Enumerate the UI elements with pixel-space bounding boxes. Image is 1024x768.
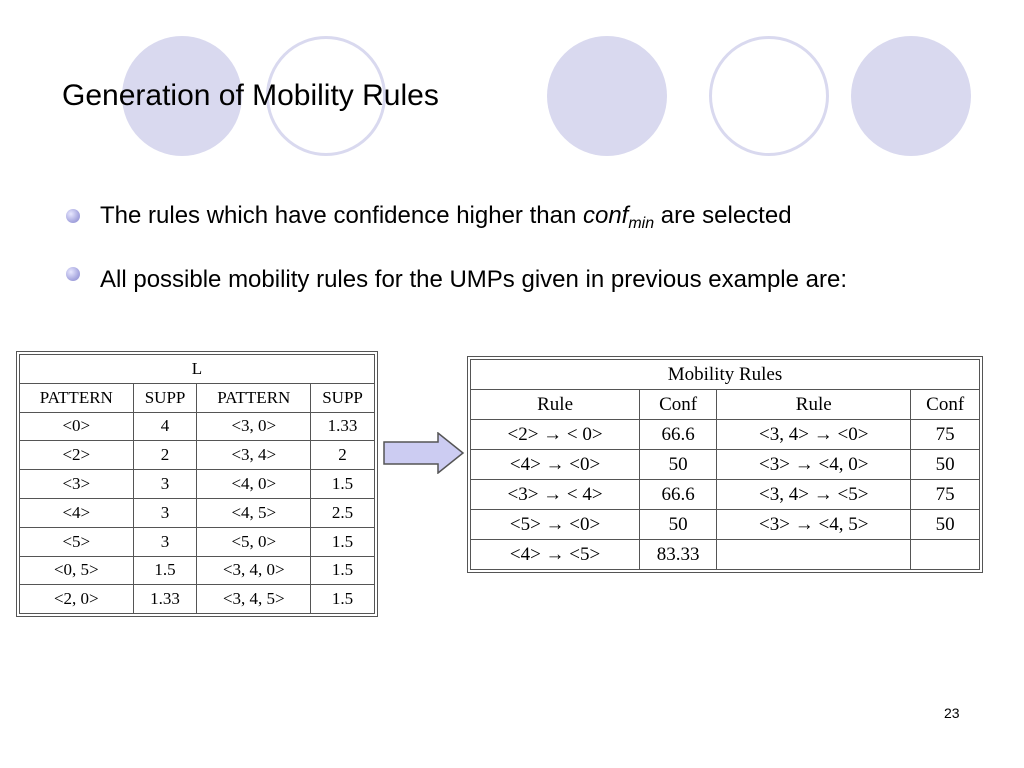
column-header: Rule <box>717 390 911 420</box>
table-cell: 1.5 <box>311 527 375 556</box>
column-header: SUPP <box>311 383 375 412</box>
decor-circle-filled <box>851 36 971 156</box>
table-cell: <5> <box>20 527 134 556</box>
table-row <box>471 450 980 480</box>
bullet-list <box>64 198 964 306</box>
table-cell <box>717 540 911 570</box>
bullet-item <box>64 198 964 242</box>
table-cell: <4> → <0> <box>471 450 640 480</box>
column-header: PATTERN <box>20 383 134 412</box>
table-cell: <4> <box>20 498 134 527</box>
patterns-table <box>19 354 375 614</box>
table-cell: <5, 0> <box>197 527 311 556</box>
bullet-dot-icon <box>66 267 80 281</box>
table-cell: 1.33 <box>311 412 375 441</box>
table-cell: <4, 5> <box>197 498 311 527</box>
slide-title: Generation of Mobility Rules <box>62 79 439 112</box>
table-cell: 2 <box>311 441 375 470</box>
table-cell: 75 <box>911 480 980 510</box>
table-cell: 4 <box>133 412 197 441</box>
bullet-text: All possible mobility rules for the UMPs given in previous example are: <box>100 266 847 293</box>
bullet-dot-icon <box>66 209 80 223</box>
column-header: Rule <box>471 390 640 420</box>
conf-subscript: min <box>628 215 655 232</box>
table-cell: <2, 0> <box>20 585 134 614</box>
table-cell: 1.5 <box>311 470 375 499</box>
table-cell: <3, 4> → <0> <box>717 420 911 450</box>
table-cell: <0> <box>20 412 134 441</box>
table-cell: <4, 0> <box>197 470 311 499</box>
table-cell: <0, 5> <box>20 556 134 585</box>
table-cell: <2> <box>20 441 134 470</box>
table-cell: <3, 4, 0> <box>197 556 311 585</box>
bullet-item <box>64 254 964 306</box>
table-cell: 2.5 <box>311 498 375 527</box>
table-cell: <3> → <4, 0> <box>717 450 911 480</box>
column-header: PATTERN <box>197 383 311 412</box>
table-cell: <3> → <4, 5> <box>717 510 911 540</box>
table-cell: 1.5 <box>311 585 375 614</box>
table-cell: 50 <box>640 510 717 540</box>
table-cell: 3 <box>133 498 197 527</box>
column-header: Conf <box>911 390 980 420</box>
table-title: Mobility Rules <box>471 360 980 390</box>
table-row <box>20 470 375 499</box>
table-row <box>20 585 375 614</box>
conf-symbol: conf <box>582 202 629 229</box>
table-row <box>471 420 980 450</box>
table-row <box>20 498 375 527</box>
table-row <box>20 527 375 556</box>
bullet-text: The rules which have confidence higher than <box>100 202 583 229</box>
mobility-rules-table <box>470 359 980 570</box>
decor-circle-outline <box>709 36 829 156</box>
table-row <box>471 510 980 540</box>
table-cell: <3, 4> → <5> <box>717 480 911 510</box>
table-cell: <2> → < 0> <box>471 420 640 450</box>
table-cell: <4> → <5> <box>471 540 640 570</box>
table-cell: 3 <box>133 470 197 499</box>
table-row <box>20 441 375 470</box>
table-row <box>20 556 375 585</box>
table-title: L <box>20 355 375 384</box>
table-cell: 1.5 <box>311 556 375 585</box>
table-cell <box>911 540 980 570</box>
table-cell: 2 <box>133 441 197 470</box>
table-cell: <3> → < 4> <box>471 480 640 510</box>
table-row <box>471 540 980 570</box>
table-row <box>20 412 375 441</box>
table-cell: <3> <box>20 470 134 499</box>
table-cell: <3, 0> <box>197 412 311 441</box>
table-cell: 3 <box>133 527 197 556</box>
right-arrow-icon <box>383 432 465 474</box>
column-header: Conf <box>640 390 717 420</box>
table-cell: 50 <box>911 510 980 540</box>
table-cell: 83.33 <box>640 540 717 570</box>
table-cell: 50 <box>911 450 980 480</box>
table-cell: <3, 4> <box>197 441 311 470</box>
table-cell: 50 <box>640 450 717 480</box>
table-cell: 1.33 <box>133 585 197 614</box>
table-cell: 75 <box>911 420 980 450</box>
table-cell: 66.6 <box>640 480 717 510</box>
table-row <box>471 480 980 510</box>
page-number: 23 <box>944 705 960 721</box>
table-cell: 66.6 <box>640 420 717 450</box>
decor-circle-filled <box>547 36 667 156</box>
table-cell: <3, 4, 5> <box>197 585 311 614</box>
table-cell: <5> → <0> <box>471 510 640 540</box>
column-header: SUPP <box>133 383 197 412</box>
bullet-text: are selected <box>654 202 792 229</box>
table-cell: 1.5 <box>133 556 197 585</box>
